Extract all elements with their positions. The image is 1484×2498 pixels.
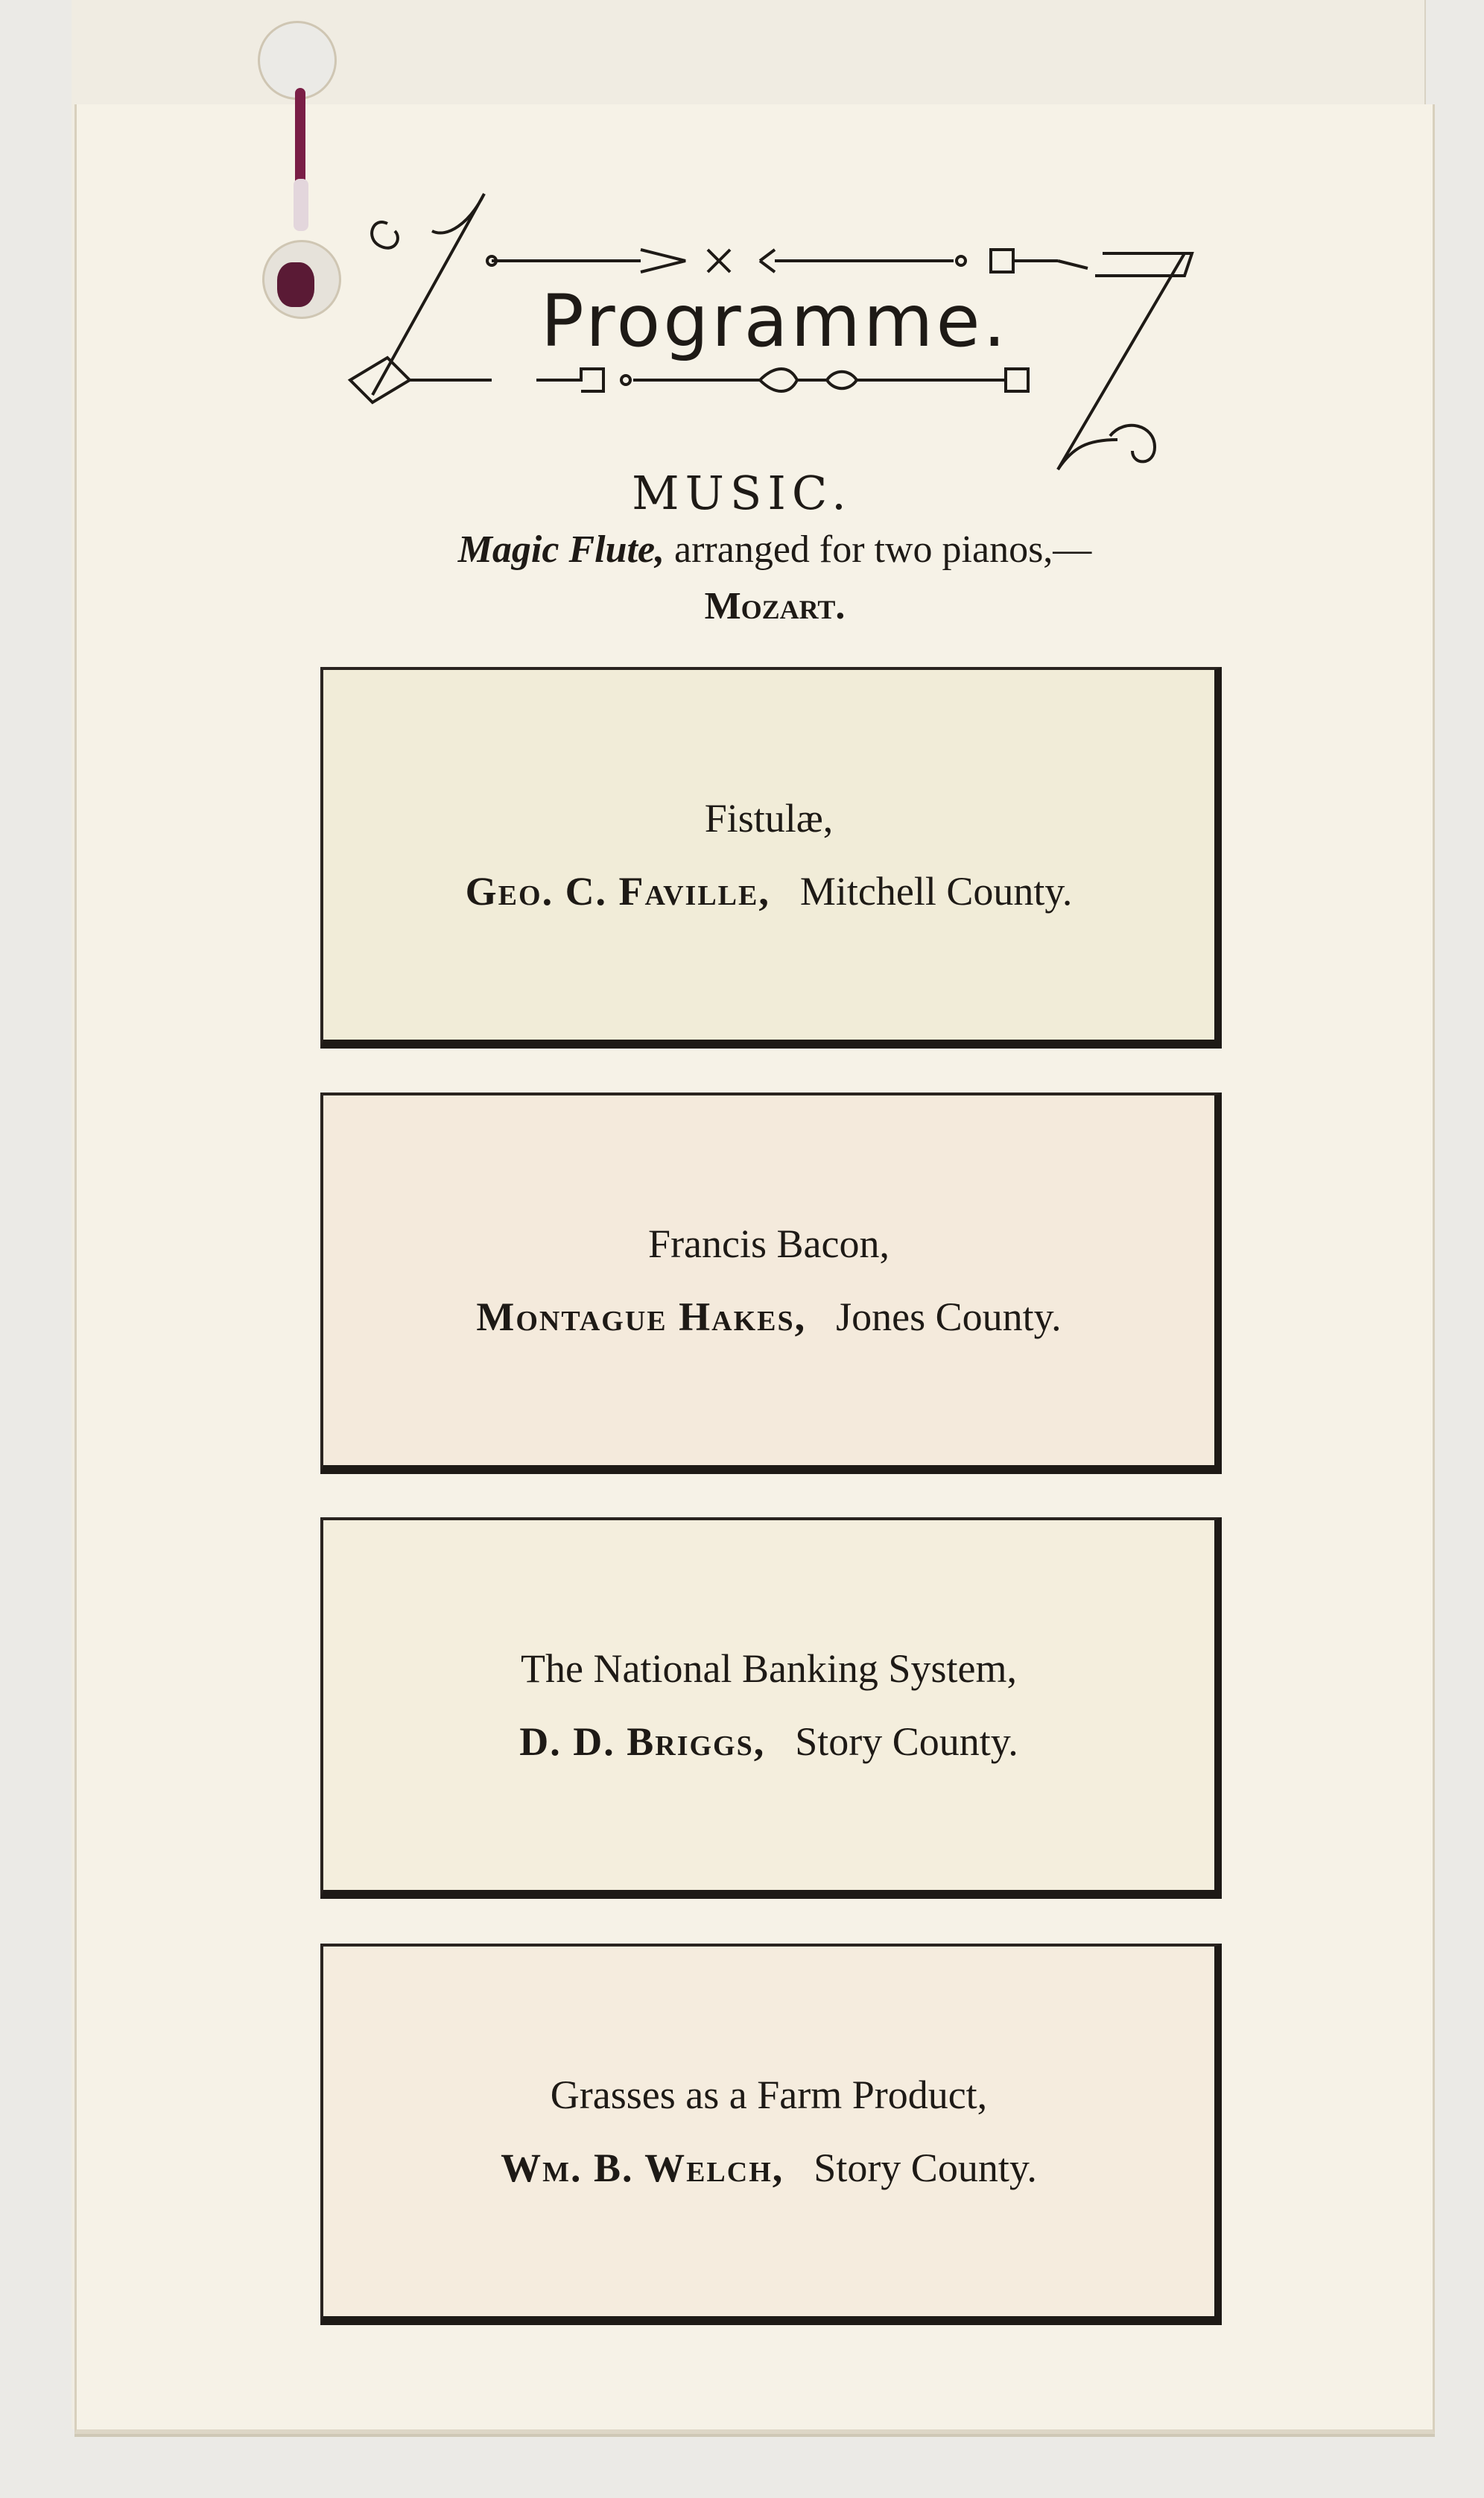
entry-title: Grasses as a Farm Product, [550,2072,988,2117]
programme-entry [320,1517,1222,1899]
entry-county: Story County. [814,2146,1037,2190]
entry-speaker-name: D. D. Briggs, [519,1719,766,1764]
entry-speaker-name: Montague Hakes, [476,1294,807,1339]
entry-speaker-line [323,1294,1214,1340]
programme-entry [320,1944,1222,2325]
programme-entry [320,1093,1222,1474]
programme-entry [320,667,1222,1049]
entry-speaker-line [323,868,1214,914]
binding-thread-knot [277,262,314,307]
music-piece: Magic Flute, [457,528,665,571]
music-arrangement: arranged for two pianos,— [674,528,1092,571]
entry-county: Jones County. [836,1294,1062,1339]
programme-title: Programme. [540,279,1009,363]
music-description [417,522,1132,635]
entry-speaker-line [323,1718,1214,1765]
entry-speaker-name: Geo. C. Faville, [465,869,770,914]
entry-county: Story County. [795,1719,1018,1764]
programme-heading [343,179,1207,477]
binding-thread-loop [294,179,308,231]
entry-county: Mitchell County. [799,869,1073,914]
entry-speaker-name: Wm. B. Welch, [501,2146,784,2190]
entry-title: Fistulæ, [704,796,834,841]
entry-speaker-line [323,2145,1214,2191]
entry-title: Francis Bacon, [648,1221,890,1266]
music-label: MUSIC. [632,466,852,520]
music-composer: Mozart. [704,585,846,627]
entry-title: The National Banking System, [521,1646,1017,1691]
